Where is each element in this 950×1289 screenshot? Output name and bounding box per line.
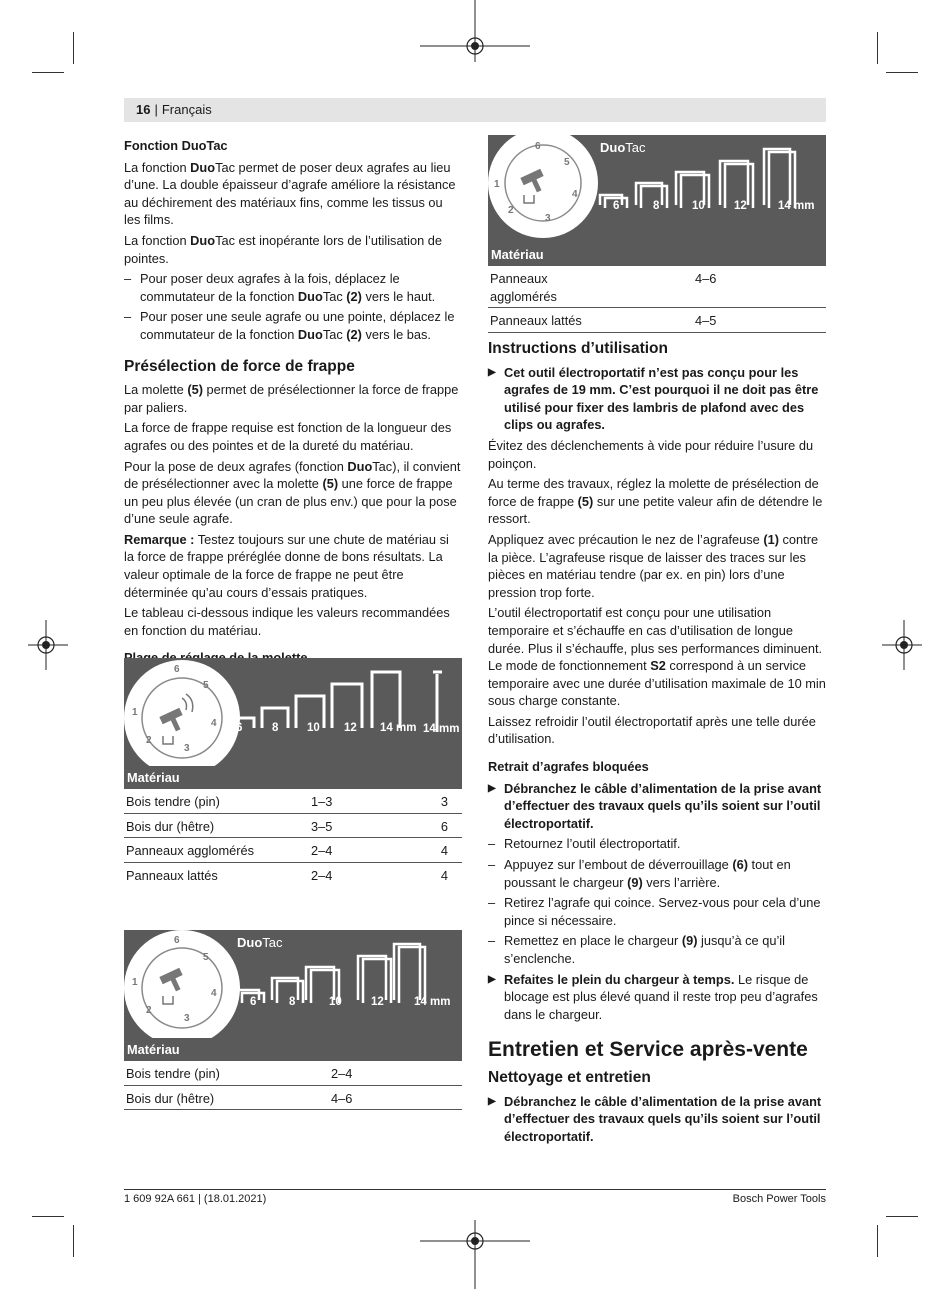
- list-item: – Appuyez sur l’embout de déverrouillage (6) tout en poussant le chargeur (9) vers l’arrière.: [488, 856, 826, 891]
- dial-number: 3: [184, 1013, 190, 1024]
- staple-settings-table: [124, 766, 462, 886]
- dial-number: 1: [132, 707, 138, 718]
- registration-mark-icon: [882, 620, 922, 670]
- table-row: Bois tendre (pin) 1–3 3: [124, 789, 462, 813]
- table-row: Panneaux agglomérés 4–6: [488, 266, 826, 308]
- crop-mark: [73, 1225, 74, 1257]
- page-header: [124, 98, 826, 122]
- table-row: Bois tendre (pin) 2–4: [124, 1061, 462, 1085]
- table-header: Matériau: [488, 243, 826, 266]
- paragraph: La molette (5) permet de présélectionner la force de frappe par paliers.: [124, 382, 459, 415]
- crop-mark: [877, 1225, 878, 1257]
- paragraph: Pour la pose de deux agrafes (fonction DuoTac), il convient de présélectionner avec la molette (5) une force de frappe un peu plus élevée (un cran de plus env.) que pour la pose d’une seule agrafe.: [124, 458, 461, 527]
- dial-number: 2: [146, 1005, 152, 1016]
- staple-size-label: 14 mm: [778, 200, 815, 212]
- dial-number: 2: [508, 205, 514, 216]
- dial-number: 6: [174, 935, 180, 946]
- crop-mark: [877, 32, 878, 64]
- duotac-paragraph: La fonction DuoTac est inopérante lors de l’utilisation de pointes.: [124, 232, 442, 266]
- staple-size-label: 10: [692, 200, 705, 212]
- crop-mark: [886, 72, 918, 73]
- staple-size-label: 12: [344, 722, 357, 734]
- dial-number: 6: [535, 141, 541, 152]
- duotac-figure: [488, 135, 826, 243]
- jam-heading: Retrait d’agrafes bloquées: [488, 759, 649, 775]
- dial-number: 5: [564, 157, 570, 168]
- registration-mark-icon: [420, 1220, 530, 1289]
- table-row: Bois dur (hêtre) 4–6: [124, 1085, 462, 1110]
- duotac-heading: Fonction DuoTac: [124, 138, 228, 153]
- duotac-label: DuoTac: [600, 140, 646, 155]
- registration-mark-icon: [28, 620, 68, 670]
- staple-size-label: 14 mm: [414, 996, 451, 1008]
- staple-size-label: 12: [734, 200, 747, 212]
- dial-number: 5: [203, 680, 209, 691]
- cleaning-heading: Nettoyage et entretien: [488, 1068, 651, 1086]
- paragraph: Laissez refroidir l’outil électroportatif après une telle durée d’utilisation.: [488, 713, 816, 747]
- staple-size-label: 8: [653, 200, 660, 212]
- page-footer: [124, 1189, 826, 1205]
- warning-item: ▶ Débranchez le câble d’alimentation de la prise avant d’effectuer des travaux quels qu’ils soient sur l’outil électroportatif.: [488, 780, 826, 833]
- remark-paragraph: Remarque : Testez toujours sur une chute de matériau si la force de frappe préréglée donne de bons résultats. La valeur optimale de la force de frappe ne peut être déterminée qu’au cours d’essais pratiques.: [124, 531, 449, 600]
- list-item: – Remettez en place le chargeur (9) jusqu’à ce qu’il s’enclenche.: [488, 932, 826, 967]
- staple-size-label: 6: [613, 200, 620, 212]
- staple-size-label: 14 mm: [380, 722, 417, 734]
- staple-size-label: 8: [272, 722, 279, 734]
- nail-size-label: 14 mm: [423, 723, 460, 735]
- dial-number: 4: [211, 718, 217, 729]
- dial-number: 4: [572, 189, 578, 200]
- list-item: – Retirez l’agrafe qui coince. Servez-vous pour cela d’une pince si nécessaire.: [488, 894, 826, 929]
- warning-item: ▶ Refaites le plein du chargeur à temps. Le risque de blocage est plus élevé quand il reste trop peu d’agrafes dans le chargeur.: [488, 971, 826, 1024]
- dial-number: 5: [203, 952, 209, 963]
- list-item: – Retournez l’outil électroportatif.: [488, 835, 826, 853]
- table-header: Matériau: [124, 1038, 462, 1061]
- dial-number: 6: [174, 664, 180, 675]
- dial-number: 1: [132, 977, 138, 988]
- paragraph: Évitez des déclenchements à vide pour réduire l’usure du poinçon.: [488, 437, 814, 471]
- header-language: Français: [161, 102, 212, 117]
- staple-size-label: 8: [289, 996, 296, 1008]
- table-header: Matériau: [124, 766, 462, 789]
- left-column: [124, 137, 462, 671]
- paragraph: L’outil électroportatif est conçu pour une utilisation temporaire et s’échauffe en cas d’utilisation de longue durée. Plus il s’échauffe, plus ses performances diminuent. Le mode de fonctionnement S2 correspond à un service temporaire avec une durée d’utilisation maximale de 10 min sous charge constante.: [488, 605, 826, 709]
- crop-mark: [32, 1216, 64, 1217]
- duotac-figure: [124, 930, 462, 1038]
- registration-mark-icon: [420, 0, 530, 70]
- staple-size-label: 6: [236, 722, 243, 734]
- crop-mark: [73, 32, 74, 64]
- crop-mark: [32, 72, 64, 73]
- table-row: Panneaux lattés 4–5: [488, 308, 826, 333]
- crop-mark: [886, 1216, 918, 1217]
- table-row: Bois dur (hêtre) 3–5 6: [124, 813, 462, 838]
- header-separator: |: [154, 102, 158, 117]
- staple-size-label: 6: [250, 996, 257, 1008]
- paragraph: Au terme des travaux, réglez la molette de présélection de force de frappe (5) sur une petite valeur afin de détendre le ressort.: [488, 476, 823, 527]
- list-item: – Pour poser une seule agrafe ou une pointe, déplacez le commutateur de la fonction DuoTac (2) vers le bas.: [124, 308, 462, 343]
- duotac-table: [488, 243, 826, 333]
- duotac-label: DuoTac: [237, 935, 283, 950]
- maintenance-heading: Entretien et Service après-vente: [488, 1038, 808, 1062]
- page-number: 16: [136, 102, 151, 117]
- dial-number: 1: [494, 179, 500, 190]
- dial-number: 3: [545, 213, 551, 224]
- instructions-heading: Instructions d’utilisation: [488, 340, 668, 357]
- staple-range-figure: [124, 658, 462, 766]
- paragraph: La force de frappe requise est fonction de la longueur des agrafes ou des pointes et de la dureté du matériau.: [124, 420, 452, 453]
- footer-brand: Bosch Power Tools: [732, 1193, 826, 1205]
- staple-size-label: 12: [371, 996, 384, 1008]
- preselect-heading: Présélection de force de frappe: [124, 357, 355, 375]
- document-reference: 1 609 92A 661 | (18.01.2021): [124, 1193, 267, 1205]
- paragraph: Le tableau ci-dessous indique les valeurs recommandées en fonction du matériau.: [124, 605, 450, 638]
- staple-size-label: 10: [307, 722, 320, 734]
- table-row: Panneaux agglomérés 2–4 4: [124, 838, 462, 863]
- duotac-paragraph: La fonction DuoTac permet de poser deux agrafes au lieu d’une. La double épaisseur d’agrafe améliore la résistance au déchirement des matériaux fins, comme les tissus ou les films.: [124, 159, 456, 228]
- table-row: Panneaux lattés 2–4 4: [126, 867, 448, 883]
- dial-number: 3: [184, 743, 190, 754]
- warning-item: ▶ Cet outil électroportatif n’est pas conçu pour les agrafes de 19 mm. C’est pourquoi il ne doit pas être utilisé pour fixer des lambris de plafond avec des clips ou agrafes.: [488, 364, 826, 434]
- right-column: [488, 328, 826, 1148]
- staple-size-label: 10: [329, 996, 342, 1008]
- dial-number: 4: [211, 988, 217, 999]
- duotac-table: [124, 1038, 462, 1110]
- warning-item: ▶ Débranchez le câble d’alimentation de la prise avant d’effectuer des travaux quels qu’ils soient sur l’outil électroportatif.: [488, 1093, 826, 1146]
- list-item: – Pour poser deux agrafes à la fois, déplacez le commutateur de la fonction DuoTac (2) vers le haut.: [124, 270, 462, 305]
- dial-number: 2: [146, 735, 152, 746]
- paragraph: Appliquez avec précaution le nez de l’agrafeuse (1) contre la pièce. L’agrafeuse risque de laisser des traces sur les pièces en matériau tendre (par ex. en pin) lors d’une pression trop forte.: [488, 531, 819, 600]
